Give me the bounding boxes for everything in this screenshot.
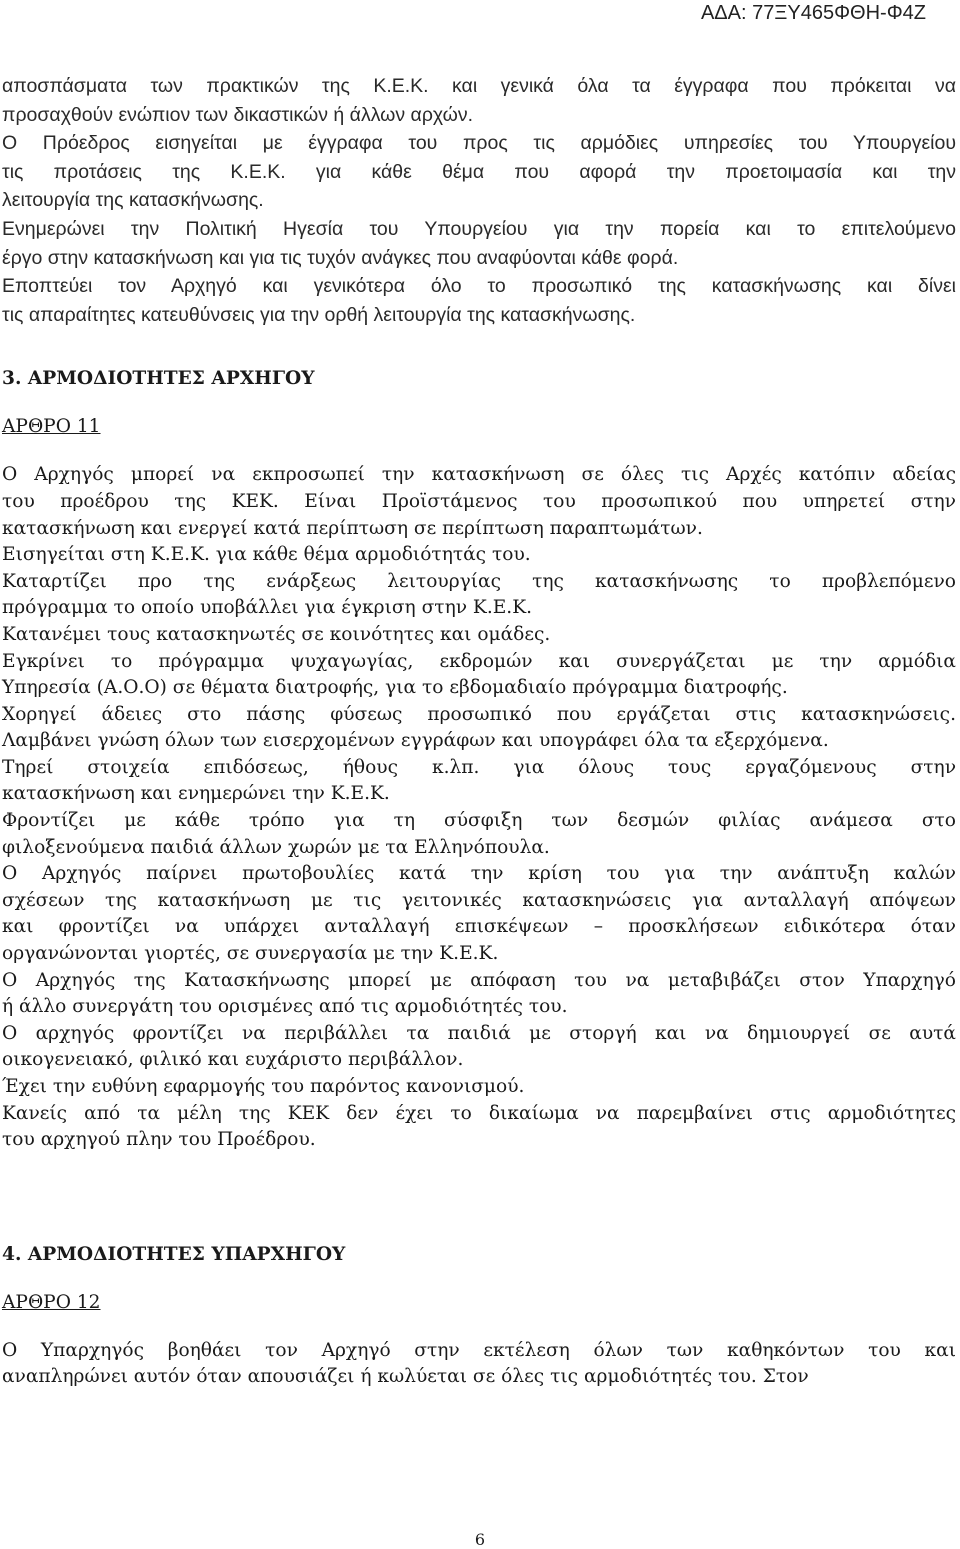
text-line: Φροντίζει με κάθε τρόπο για τη σύσφιξη των δεσμών φιλίας ανάμεσα στο <box>2 810 956 832</box>
text-line: Λαμβάνει γνώση όλων των εισερχομένων εγγράφων και υπογράφει όλα τα εξερχόμενα. <box>2 730 829 752</box>
text-line: τις απαραίτητες κατευθύνσεις για την ορθή λειτουργία της κατασκήνωσης. <box>2 303 636 326</box>
page-number: 6 <box>474 1530 486 1549</box>
text-line: αποσπάσματα των πρακτικών της Κ.Ε.Κ. και γενικά όλα τα έγγραφα που πρόκειται να <box>2 75 956 97</box>
text-line: του αρχηγού πλην του Προέδρου. <box>2 1129 316 1151</box>
text-line: κατασκήνωση και ενημερώνει την Κ.Ε.Κ. <box>2 783 390 805</box>
text-line: του προέδρου της ΚΕΚ. Είναι Προϊστάμενος του προσωπικού που υπηρετεί στην <box>2 490 956 512</box>
text-line: Ο Αρχηγός παίρνει πρωτοβουλίες κατά την κρίση του για την ανάπτυξη καλών <box>2 863 956 885</box>
text-line: λειτουργία της κατασκήνωσης. <box>2 189 264 212</box>
text-line: Χορηγεί άδειες στο πάσης φύσεως προσωπικό που εργάζεται στις κατασκηνώσεις. <box>2 703 956 725</box>
text-line: και φροντίζει να υπάρχει ανταλλαγή επισκέψεων – προσκλήσεων ειδικότερα όταν <box>2 916 956 938</box>
text-line: Ενημερώνει την Πολιτική Ηγεσία του Υπουργείου για την πορεία και το επιτελούμενο <box>2 217 956 240</box>
text-line: Εποπτεύει τον Αρχηγό και γενικότερα όλο το προσωπικό της κατασκήνωσης και δίνει <box>2 275 956 298</box>
text-line: Ο Αρχηγός μπορεί να εκπροσωπεί την κατασκήνωση σε όλες τις Αρχές κατόπιν αδείας <box>2 464 956 486</box>
article-12-body <box>2 1338 956 1391</box>
text-line: Καταρτίζει προ της ενάρξεως λειτουργίας της κατασκήνωσης το προβλεπόμενο <box>2 570 956 592</box>
text-line: Ο Πρόεδρος εισηγείται με έγγραφα του προς τις αρμόδιες υπηρεσίες του Υπουργείου <box>2 132 956 155</box>
text-line: ή άλλο συνεργάτη του ορισμένες από τις αρμοδιότητές του. <box>2 996 568 1018</box>
text-line: προσαχθούν ενώπιον των δικαστικών ή άλλων αρχών. <box>2 103 474 126</box>
text-line: σχέσεων της κατασκήνωση με τις γειτονικές κατασκηνώσεις για ανταλλαγή απόψεων <box>2 889 956 911</box>
text-line: Ο Υπαρχηγός βοηθάει τον Αρχηγό στην εκτέλεση όλων των καθηκόντων του και <box>2 1339 956 1361</box>
text-line: οργανώνονται γιορτές, σε συνεργασία με την Κ.Ε.Κ. <box>2 943 499 965</box>
text-line: πρόγραμμα το οποίο υποβάλλει για έγκριση στην Κ.Ε.Κ. <box>2 597 533 619</box>
text-line: έργο στην κατασκήνωση και για τις τυχόν ανάγκες που αναφύονται κάθε φορά. <box>2 246 679 269</box>
text-line: Κατανέμει τους κατασκηνωτές σε κοινότητες και ομάδες. <box>2 623 551 645</box>
text-line: Ο Αρχηγός της Κατασκήνωσης μπορεί με απόφαση του να μεταβιβάζει στον Υπαρχηγό <box>2 969 956 991</box>
text-line: Εγκρίνει το πρόγραμμα ψυχαγωγίας, εκδρομών και συνεργάζεται με την αρμόδια <box>2 650 956 672</box>
article-12-title: ΑΡΘΡΟ 12 <box>2 1291 101 1313</box>
text-line: Υπηρεσία (Α.Ο.Ο) σε θέματα διατροφής, για το εβδομαδιαίο πρόγραμμα διατροφής. <box>2 677 788 699</box>
article-11-body <box>2 462 956 1153</box>
document-body <box>2 72 956 1391</box>
article-11-title: ΑΡΘΡΟ 11 <box>2 416 101 438</box>
text-line: Έχει την ευθύνη εφαρμογής του παρόντος κανονισμού. <box>2 1076 525 1097</box>
text-line: Εισηγείται στη Κ.Ε.Κ. για κάθε θέμα αρμοδιότητάς του. <box>2 544 531 566</box>
text-line: Κανείς από τα μέλη της ΚΕΚ δεν έχει το δικαίωμα να παρεμβαίνει στις αρμοδιότητες <box>2 1102 956 1124</box>
text-line: Τηρεί στοιχεία επιδόσεως, ήθους κ.λπ. για όλους τους εργαζόμενους στην <box>2 756 956 778</box>
section-heading-3: 3. ΑΡΜΟΔΙΟΤΗΤΕΣ ΑΡΧΗΓΟΥ <box>2 368 315 390</box>
ada-code: ΑΔΑ: 77ΞΥ465ΦΘΗ-Φ4Ζ <box>700 2 926 24</box>
text-line: φιλοξενούμενα παιδιά άλλων χωρών με τα Ελληνόπουλα. <box>2 836 550 858</box>
text-line: Ο αρχηγός φροντίζει να περιβάλλει τα παιδιά με στοργή και να δημιουργεί σε αυτά <box>2 1022 956 1044</box>
text-line: κατασκήνωση και ενεργεί κατά περίπτωση σε περίπτωση παραπτωμάτων. <box>2 517 703 539</box>
intro-paragraph <box>2 72 956 329</box>
text-line: αναπληρώνει αυτόν όταν απουσιάζει ή κωλύεται σε όλες τις αρμοδιότητές του. Στον <box>2 1366 809 1388</box>
text-line: τις προτάσεις της Κ.Ε.Κ. για κάθε θέμα που αφορά την προετοιμασία και την <box>2 160 956 183</box>
text-line: οικογενειακό, φιλικό και ευχάριστο περιβάλλον. <box>2 1049 464 1071</box>
section-heading-4: 4. ΑΡΜΟΔΙΟΤΗΤΕΣ ΥΠΑΡΧΗΓΟΥ <box>2 1243 346 1265</box>
